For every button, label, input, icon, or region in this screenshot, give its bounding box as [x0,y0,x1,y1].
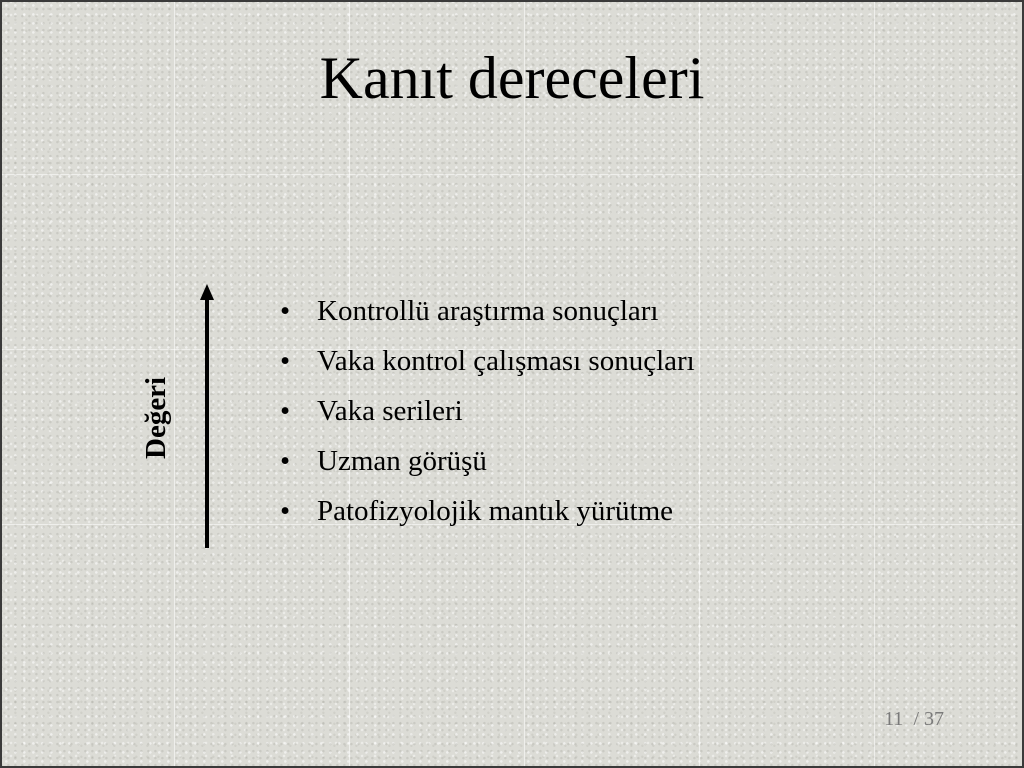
list-item: • Uzman görüşü [280,440,695,490]
list-item: • Vaka kontrol çalışması sonuçları [280,340,695,390]
slide-title: Kanıt dereceleri [319,45,705,111]
evidence-level-list [280,290,695,540]
page-total: / 37 [913,708,944,730]
up-arrow-icon [198,284,216,550]
page-number [884,708,944,731]
list-item: • Kontrollü araştırma sonuçları [280,290,695,340]
list-item: • Patofizyolojik mantık yürütme [280,490,695,540]
value-axis-label: Değeri [140,376,172,459]
page-current: 11 [884,708,904,730]
list-item: • Vaka serileri [280,390,695,440]
